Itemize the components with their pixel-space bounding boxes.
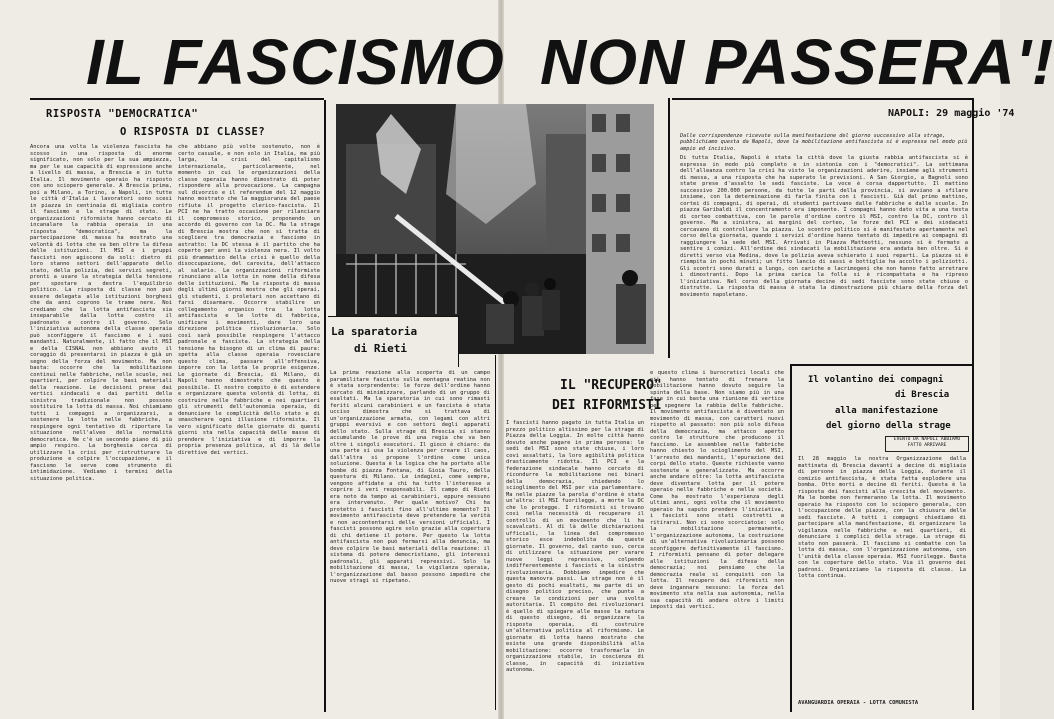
right-frame-left (668, 98, 670, 358)
photo-caption-line2: di Rieti (354, 342, 407, 355)
leaflet-title-line2: di Brescia (895, 390, 950, 400)
dateline: NAPOLI: 29 maggio '74 (888, 108, 1015, 119)
left-article-column-2: che abbiano più volte sostenuto, non è certo casuale, e non solo in Italia, ma più larga, la crisi del capitalismo internazionale, particolarmente, nel momento in cui le organizzazioni della classe operaia hanno dimostrato di poter rispondere alla provocazione. La campagna sul divorzio e il referendum del 12 maggio hanno mostrato che la maggioranza del paese rifiuta il progetto clerico-fascista. Il PCI ne ha tratto occasione per rilanciare il compromesso storico, proponendo un accordo di governo con la DC. Ma la strage di Brescia mostra che non si tratta di scegliere tra democrazia e fascismo in astratto: la DC stessa è il partito che ha coperto per anni la violenza nera. Il volto più drammatico della crisi è quello della disoccupazione, del carovita, dell'attacco al salario. Le organizzazioni riformiste rinunciano alla lotta in nome della difesa delle istituzioni. Ma la risposta di massa degli ultimi giorni mostra che gli operai, gli studenti, i proletari non accettano di farsi disarmare. Occorre stabilire un collegamento organico tra la lotta antifascista e le lotte di fabbrica, unificare i movimenti, dare loro una direzione politica rivoluzionaria. Solo così sarà possibile respingere l'attacco padronale e fascista. La strategia della tensione ha bisogno di un clima di paura: spetta alla classe operaia rovesciare questo clima, passare all'offensiva, imporre con la lotta le proprie esigenze. Le giornate di Brescia, di Milano, di Napoli hanno dimostrato che questo è possibile. Il nostro compito è di estendere e organizzare questa volontà di lotta, di costruire nelle fabbriche e nei quartieri gli strumenti dell'autonomia operaia, di denunciare le complicità dello stato e di smascherare ogni illusione riformista. Il vero significato delle giornate di questi giorni sta nella capacità delle masse di prendere l'iniziativa e di imporre la propria presenza politica, al di là delle direttive dei vertici. (178, 144, 320, 456)
photo-caption-line1: La sparatoria (331, 325, 418, 338)
leaflet-stamp: EVENTO DA NAPOLI ABBIAMO FATTO ARRIVARE (885, 436, 969, 452)
leaflet-signature: AVANGUARDIA OPERAIA - LOTTA COMUNISTA (798, 700, 919, 706)
left-article-title: RISPOSTA "DEMOCRATICA" (46, 108, 199, 120)
reformists-column-2: e questo clima i burocratici locali che più hanno tentato di frenare la mobilitazione hanno dovuto seguire la spinta della base. Non siamo più in una fase in cui basta una riunione di vertice per spegnere la rabbia delle fabbriche. Il movimento antifascista è diventato un movimento di massa, con caratteri nuovi rispetto al passato: non più solo difesa della democrazia, ma attacco aperto contro le strutture che producono il fascismo. Le assemblee nelle fabbriche hanno chiesto lo scioglimento del MSI, l'arresto dei mandanti, l'epurazione dei corpi dello stato. Queste richieste vanno sostenute e generalizzate. Ma occorre anche andare oltre: la lotta antifascista deve diventare lotta per il potere operaio nelle fabbriche e nella società. Come ha mostrato l'esperienza degli ultimi anni, ogni volta che il movimento operaio ha saputo prendere l'iniziativa, i fascisti sono stati costretti a ritirarsi. Non ci sono scorciatoie: solo la mobilitazione permanente, l'organizzazione autonoma, la costruzione di un'alternativa rivoluzionaria possono sconfiggere definitivamente il fascismo. I riformisti pensano di poter delegare alle istituzioni la difesa della democrazia; noi pensiamo che la democrazia reale si conquisti con la lotta. Il recupero dei riformisti non deve ingannare nessuno: la forza del movimento sta nella sua autonomia, nella sua capacità di andare oltre i limiti imposti dai vertici. (650, 370, 784, 610)
right-frame-right (972, 98, 974, 710)
right-article-intro: Dalle corrispondenze ricevute sulla manifestazione del giorno successivo alla strage, pubblichiamo questa da Napoli, dove la mobilitazione antifascista si è espressa nel modo più ampio ed incisivo. (680, 133, 968, 152)
right-article-body: Di tutta Italia, Napoli è stata la città dove la giusta rabbia antifascista si è espressa in modo più completo e in sintonia con i "democratici". La settimana dell'alleanza contro la crisi ha visto le organizzazioni aderire, insieme agli strumenti di massa, a una risposta che ha superato le previsioni. A San Giorgio, a Bagnoli sono state prese d'assalto le sedi fasciste. La voce è corsa dappertutto. Il mattino successivo 200.000 persone, da tutte le parti della provincia, si avviano a sfilare insieme, con la determinazione di farla finita con i fascisti. Già dal primo mattino, cortei di compagni, di operai, di studenti partivano dalle fabbriche e dalle scuole. In piazza Garibaldi il concentramento era imponente. I compagni hanno dato vita a una testa di corteo combattiva, con le parole d'ordine contro il MSI, contro la DC, contro il governo. Ma a sinistra, ai margini del corteo, le forze del PCI e dei sindacati cercavano di controllare la piazza. Lo scontro politico si è manifestato apertamente nel corso della giornata, quando i servizi d'ordine hanno tentato di impedire ai compagni di raggiungere la sede del MSI. Arrivati in Piazza Matteotti, nessuno si è fermato a sentire i comizi. All'ordine dei sindacati la mobilitazione era andata ben oltre. Si è diretti verso via Medina, dove la polizia aveva schierato i suoi reparti. La piazza si è riempita in pochi minuti; un fitto lancio di sassi e bottiglie ha accolto i poliziotti. Gli scontri sono durati a lungo, con cariche e lacrimogeni che non hanno fatto arretrare i dimostranti. Dopo la prima carica la folla si è ricompattata e ha ripreso l'iniziativa. Nel corso della giornata decine di sedi fasciste sono state chiuse o distrutte. La risposta di massa è stata la dimostrazione più chiara della forza del movimento napoletano. (680, 155, 968, 298)
headline-right: NON PASSERA'! (540, 26, 1054, 98)
leaflet-title-line4: del giorno della strage (826, 421, 951, 431)
left-article-subtitle: O RISPOSTA DI CLASSE? (120, 126, 266, 138)
leaflet-body: Il 28 maggio la nostra Organizzazione dalla mattinata di Brescia davanti a decine di migliaia di persone in piazza della Loggia, durante il comizio antifascista, è stata fatta esplodere una bomba. Otto morti e decine di feriti. Questa è la risposta dei fascisti alla crescita del movimento. Ma le bombe non fermeranno la lotta. Il movimento operaio ha risposto con lo sciopero generale, con l'occupazione delle piazze, con la chiusura delle sedi fasciste. A tutti i compagni chiediamo di partecipare alla manifestazione, di organizzare la vigilanza nelle fabbriche e nei quartieri, di denunciare i complici della strage. La strage di stato non passerà. Il fascismo si combatte con la lotta di massa, con l'organizzazione autonoma, con l'unità della classe operaia. MSI fuorilegge. Basta con le coperture dello stato. Via il governo dei padroni. Organizziamo la risposta di classe. La lotta continua. (798, 456, 966, 579)
reformists-article-title: IL "RECUPERO" (560, 378, 662, 393)
left-article-column-1: Ancora una volta la violenza fascista ha scosso in una risposta di enorme significato, non solo per la sua ampiezza, ma per le sue capacità di espressione anche a livello di massa, a Brescia e in tutta Italia. Il movimento operaio ha risposto con uno sciopero generale. A Brescia prima, poi a Milano, a Torino, a Napoli, in tutte le città d'Italia i lavoratori sono scesi in piazza in centinaia di migliaia contro il fascismo e la strage di stato. Le organizzazioni riformiste hanno cercato di incanalare la rabbia operaia in una risposta "democratica", ma la partecipazione di massa ha mostrato una volontà di lotta che va ben oltre la difesa delle istituzioni. Il MSI e i gruppi fascisti non agiscono da soli: dietro di loro stanno settori dell'apparato dello stato, della polizia, dei servizi segreti, pronti a usare la strategia della tensione per spostare a destra l'equilibrio politico. La risposta di classe non può essere delegata alle istituzioni borghesi che da anni coprono le trame nere. Noi crediamo che la lotta antifascista sia inseparabile dalla lotta contro il padronato e contro il governo. Solo l'iniziativa autonoma della classe operaia può sconfiggere il fascismo e i suoi mandanti. Naturalmente, il fatto che il MSI e della CISNAL non abbiano avuto il coraggio di presentarsi in piazza è già un segno della forza del movimento. Ma non basta: occorre che la mobilitazione continui nelle fabbriche, nelle scuole, nei quartieri, per colpire le basi materiali della reazione. Le decisioni prese dai vertici sindacali e dai partiti della sinistra tradizionale non possono sostituire la lotta di massa. Noi chiamiamo tutti i compagni a organizzarsi, a sostenere la lotta nelle fabbriche, a respingere ogni tentativo di riportare la situazione nell'alveo della normalità democratica. Ne c'è un secondo piano di più ampio respiro. La borghesia cerca di utilizzare la crisi per ristrutturare la produzione e colpire l'occupazione, e il fascismo le serve come strumento di intimidazione. Vediamo i termini della situazione politica. (30, 144, 172, 482)
leaflet-frame-top (790, 364, 973, 366)
top-rule-right (672, 98, 972, 100)
left-column-divider (324, 100, 326, 712)
leaflet-frame-left (790, 364, 792, 712)
middle-rule (495, 355, 496, 710)
photo-caption-box (328, 316, 459, 367)
reformists-article-subtitle: DEI RIFORMISTI (552, 398, 662, 413)
middle-article-column: La prima reazione alla scoperta di un campo paramilitare fascista sulla montagna reatina non è stata sorprendente: le forze dell'ordine hanno cercato di minimizzare, parlando di un gruppo di esaltati. Ma la sparatoria in cui sono rimasti feriti alcuni carabinieri e un fascista è stata ucciso dimostra che si trattava di un'organizzazione armata, con legami con altri gruppi eversivi e con settori degli apparati dello stato. Sulla strage di Brescia si stanno accumulando le prove di una regia che va ben oltre i singoli esecutori. Il gioco è chiaro: da una parte si usa la violenza per creare il caos, dall'altra si propone l'ordine come unica soluzione. Questa è la logica che ha portato alle bombe di piazza Fontana, di Gioia Tauro, della questura di Milano. Le indagini, come sempre, vengono affidate a chi ha tutto l'interesse a coprire i veri responsabili. Il campo di Rieti era noto da tempo ai carabinieri, eppure nessuno era intervenuto. Per quale motivo? Chi ha protetto i fascisti fino all'ultimo momento? Il movimento antifascista deve pretendere la verità e non accontentarsi delle versioni ufficiali. I fascisti possono agire solo grazie alla copertura di chi detiene il potere. Per questo la lotta antifascista non può fermarsi alla denuncia, ma deve colpire le basi materiali della reazione: il sistema di potere democristiano, gli interessi padronali, gli apparati repressivi. Solo la mobilitazione di massa, la vigilanza operaia, l'organizzazione dal basso possono impedire che nuove stragi si ripetano. (330, 370, 490, 584)
leaflet-title-line1: Il volantino dei compagni (808, 375, 944, 385)
headline-left: IL FASCISMO (86, 26, 505, 98)
top-rule-left (30, 98, 324, 100)
leaflet-title-line3: alla manifestazione (835, 406, 938, 416)
reformists-column-1: I fascisti hanno pagato in tutta Italia un prezzo politico altissimo per la strage di Piazza della Loggia. In molte città hanno dovuto anche pagare in prima persona: le sedi del MSI sono state chiuse, i loro covi assaltati, la loro agibilità politica drasticamente ridotta. Il PCI e la federazione sindacale hanno cercato di ricondurre la mobilitazione nei binari della democrazia, chiedendo lo scioglimento del MSI per via parlamentare. Ma nelle piazze la parola d'ordine è stata un'altra: il MSI fuorilegge, a morte la DC che lo protegge. I riformisti si trovano così nella necessità di recuperare il controllo di un movimento che li ha scavalcati. Al di là delle dichiarazioni ufficiali, la linea del compromesso storico esce indebolita da queste giornate. Il governo, dal canto suo, cerca di utilizzare la situazione per varare nuove leggi repressive, colpendo indifferentemente i fascisti e la sinistra rivoluzionaria. Dobbiamo impedire che questa manovra passi. La strage non è il gesto di pochi esaltati, ma parte di un disegno politico preciso, che punta a creare le condizioni per una svolta autoritaria. Il compito dei rivoluzionari è quello di spiegare alle masse la natura di questo disegno, di organizzare la risposta operaia, di costruire un'alternativa politica al riformismo. Le giornate di lotta hanno mostrato che esiste una grande disponibilità alla mobilitazione: occorre trasformarla in organizzazione stabile, in coscienza di classe, in capacità di iniziativa autonoma. (506, 420, 644, 673)
